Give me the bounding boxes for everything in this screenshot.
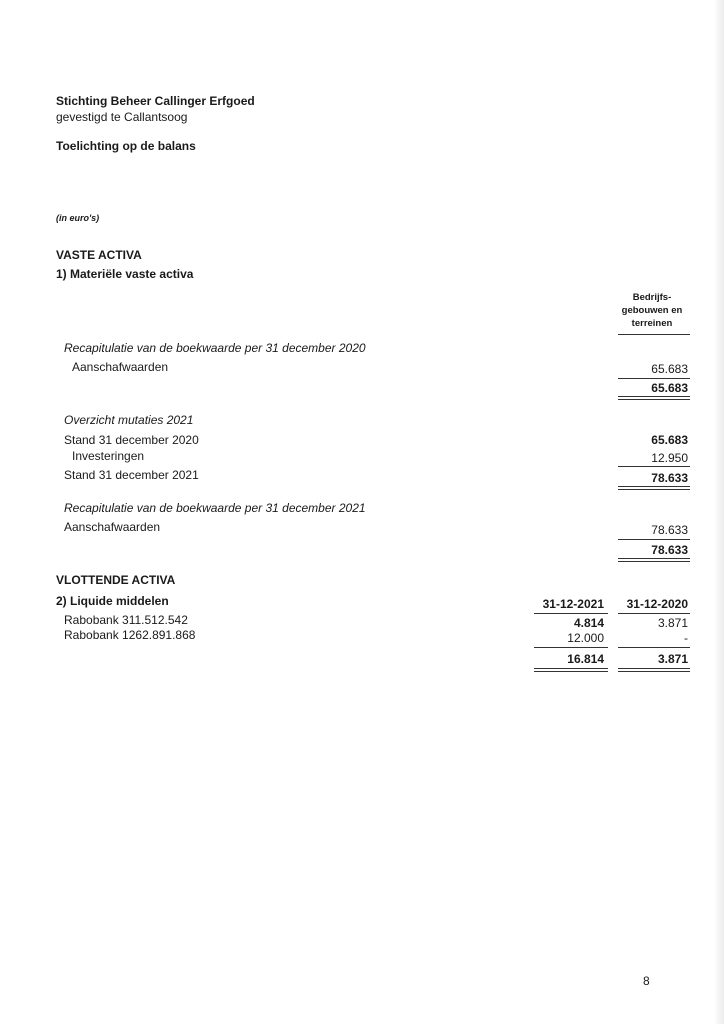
cash-2021-subtotal-line	[534, 647, 608, 648]
currency-note: (in euro's)	[56, 213, 100, 223]
mutations-title: Overzicht mutaties 2021	[64, 413, 194, 427]
closing-balance-value: 78.633	[651, 471, 688, 485]
recap-2020-total: 65.683	[651, 381, 688, 395]
section-title-fixed-assets: VASTE ACTIVA	[56, 248, 142, 262]
organization-location: gevestigd te Callantsoog	[56, 110, 188, 124]
bank-row-2-value-2021: 12.000	[567, 631, 604, 645]
recap-2021-title: Recapitulatie van de boekwaarde per 31 december 2021	[64, 501, 366, 515]
column-header-2021: 31-12-2021	[542, 597, 604, 611]
recap-2021-row-label: Aanschafwaarden	[64, 520, 161, 534]
column-header-line-1: Bedrijfs-	[632, 292, 672, 303]
mutations-subtotal-line	[618, 466, 690, 467]
closing-balance-double-line	[618, 486, 690, 490]
cash-2020-subtotal-line	[618, 647, 690, 648]
subsection-title-cash: 2) Liquide middelen	[56, 594, 169, 608]
cash-2020-total-double-line	[618, 668, 690, 672]
recap-2020-row-value: 65.683	[651, 362, 688, 376]
column-header-underline	[618, 334, 690, 335]
section-title-current-assets: VLOTTENDE ACTIVA	[56, 573, 176, 587]
column-2020-header-underline	[618, 613, 690, 614]
bank-row-2-label: Rabobank 1262.891.868	[64, 628, 196, 642]
recap-2020-subtotal-line	[618, 378, 690, 379]
bank-row-2-value-2020: -	[684, 631, 688, 645]
column-header-line-2: gebouwen en	[621, 305, 683, 316]
document-title: Toelichting op de balans	[56, 139, 196, 153]
subsection-title-tangible-assets: 1) Materiële vaste activa	[56, 267, 194, 281]
bank-row-1-value-2021: 4.814	[573, 616, 604, 630]
recap-2021-total: 78.633	[651, 543, 688, 557]
recap-2020-title: Recapitulatie van de boekwaarde per 31 december 2020	[64, 341, 366, 355]
bank-row-1-label: Rabobank 311.512.542	[64, 613, 188, 627]
opening-balance-label: Stand 31 december 2020	[64, 433, 199, 447]
bank-row-1-value-2020: 3.871	[657, 616, 688, 630]
investments-label: Investeringen	[72, 449, 145, 463]
column-header-buildings	[614, 291, 690, 330]
closing-balance-label: Stand 31 december 2021	[64, 468, 199, 482]
cash-total-2021: 16.814	[567, 652, 604, 666]
recap-2020-row-label: Aanschafwaarden	[72, 360, 169, 374]
page-number: 8	[643, 974, 650, 988]
investments-value: 12.950	[651, 451, 688, 465]
cash-2021-total-double-line	[534, 668, 608, 672]
column-header-line-3: terreinen	[631, 318, 673, 329]
cash-total-2020: 3.871	[657, 652, 688, 666]
recap-2020-total-double-line	[618, 396, 690, 400]
column-header-2020: 31-12-2020	[626, 597, 688, 611]
organization-name: Stichting Beheer Callinger Erfgoed	[56, 94, 255, 108]
recap-2021-subtotal-line	[618, 539, 690, 540]
opening-balance-value: 65.683	[651, 433, 688, 447]
scan-edge-shadow	[714, 0, 724, 1024]
column-2021-header-underline	[534, 613, 608, 614]
recap-2021-row-value: 78.633	[651, 523, 688, 537]
recap-2021-total-double-line	[618, 558, 690, 562]
